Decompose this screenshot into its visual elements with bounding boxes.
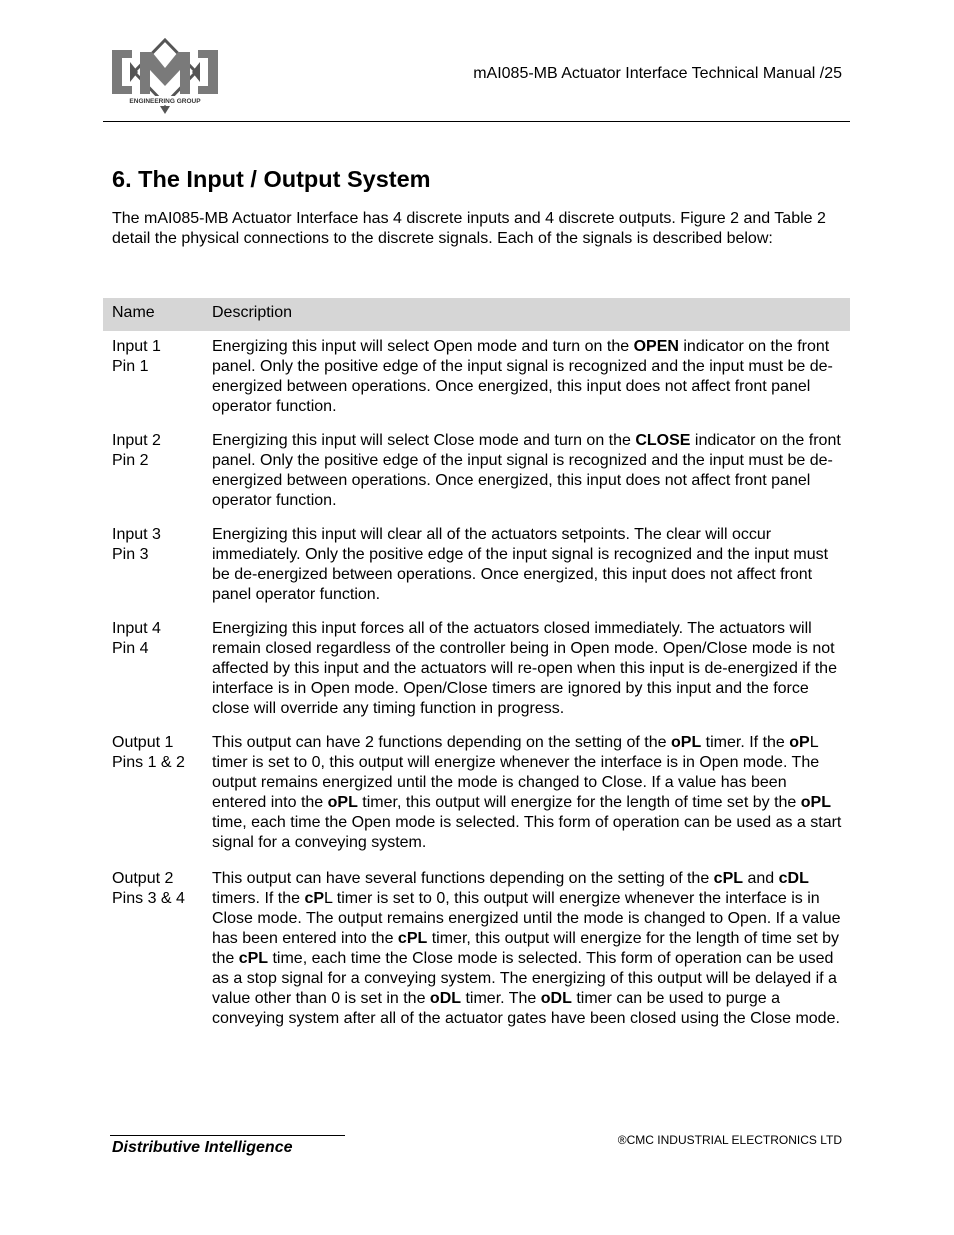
intro-paragraph: The mAI085-MB Actuator Interface has 4 discrete inputs and 4 discrete outputs. Figure 2 and Table 2 detail the physical connections to the discrete signals. Each of the signals is described below: <box>112 210 826 247</box>
signal-name: Input 2 Pin 2 <box>112 432 161 469</box>
section-title: 6. The Input / Output System <box>112 166 431 192</box>
signal-name: Output 1 Pins 1 & 2 <box>112 734 185 771</box>
signal-description: Energizing this input forces all of the actuators closed immediately. The actuators will remain closed regardless of the controller being in Open mode. Open/Close mode is not affected by this input and the actuators will re-open when this input is de-energized if the interface is in Open mode. Open/Close timers are ignored by this input and the force close will override any timing function in progress. <box>212 620 837 717</box>
signal-description: Energizing this input will select Open mode and turn on the OPEN indicator on the front panel. Only the positive edge of the input signal is recognized and the input must be de-energized between operations. Once energized, this input does not affect front panel operator function. <box>212 338 833 415</box>
signal-description: Energizing this input will clear all of the actuators setpoints. The clear will occur immediately. Only the positive edge of the input signal is recognized and the input must be de-energized between operations. Once energized, this input does not affect front panel operator function. <box>212 526 829 603</box>
manual-title: mAI085-MB Actuator Interface Technical Manual /25 <box>473 65 842 82</box>
header-name: Name <box>112 304 155 321</box>
signal-name: Output 2 Pins 3 & 4 <box>112 870 185 907</box>
footer-copyright: ®CMC INDUSTRIAL ELECTRONICS LTD <box>617 1133 842 1147</box>
signal-name: Input 4 Pin 4 <box>112 620 161 657</box>
signal-name: Input 1 Pin 1 <box>112 338 161 375</box>
header-divider <box>103 121 850 122</box>
table-header <box>103 298 850 331</box>
cmc-logo <box>110 38 220 116</box>
signal-description: This output can have 2 functions depending on the setting of the oPL timer. If the oPL timer is set to 0, this output will energize whenever the interface is in Open mode. The output remains energized until the mode is changed to Close. If a value has been entered into the oPL timer, this output will energize for the length of time set by the oPL time, each time the Open mode is selected. This form of operation can be used as a start signal for a conveying system. <box>212 734 842 851</box>
signal-description: This output can have several functions depending on the setting of the cPL and cDL timers. If the cPL timer is set to 0, this output will energize whenever the interface is in Close mode. The output remains energized until the mode is changed to Open. If a value has been entered into the cPL timer, this output will energize for the length of time set by the cPL time, each time the Close mode is selected. This form of operation can be used as a stop signal for a conveying system. The energizing of this output will be delayed if a value other than 0 is set in the oDL timer. The oDL timer can be used to purge a conveying system after all of the actuator gates have been closed using the Close mode. <box>212 870 841 1027</box>
header-description: Description <box>212 304 293 321</box>
signal-description: Energizing this input will select Close mode and turn on the CLOSE indicator on the front panel. Only the positive edge of the input signal is recognized and the input must be de-energized between operations. Once energized, this input does not affect front panel operator function. <box>212 432 841 509</box>
signal-name: Input 3 Pin 3 <box>112 526 161 563</box>
footer-tagline: Distributive Intelligence <box>112 1139 293 1156</box>
footer-divider <box>110 1135 345 1136</box>
logo-lettering: ENGINEERING GROUP <box>129 98 201 105</box>
